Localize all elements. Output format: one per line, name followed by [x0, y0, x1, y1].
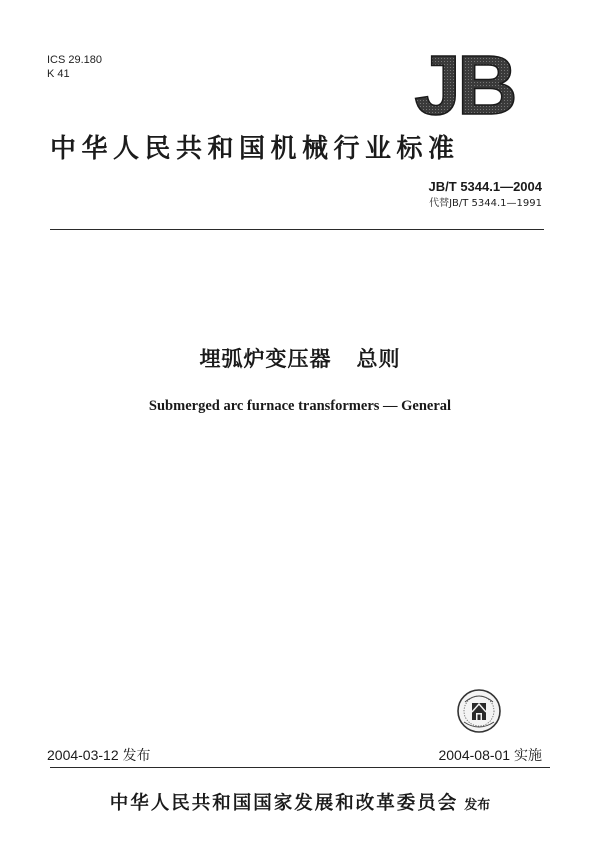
header-divider	[50, 229, 544, 230]
issue-date: 2004-03-12 发布	[47, 747, 151, 763]
ccs-code: K 41	[47, 68, 70, 80]
ics-code: ICS 29.180	[47, 54, 103, 66]
classification-codes	[47, 53, 102, 81]
footer-divider	[50, 767, 550, 768]
standard-code-block	[429, 178, 542, 212]
publisher	[0, 789, 600, 815]
document-title-chinese: 埋弧炉变压器 总则	[199, 347, 401, 371]
jb-logo	[404, 48, 524, 120]
document-title-english: Submerged arc furnace transformers — General	[148, 398, 452, 414]
standard-number: JB/T 5344.1—2004	[428, 179, 542, 194]
standards-press-seal-icon	[456, 688, 502, 734]
publisher-name: 中华人民共和国国家发展和改革委员会	[109, 793, 459, 814]
publisher-suffix: 发布	[464, 798, 491, 813]
standard-category-title: 中华人民共和国机械行业标准	[50, 134, 460, 164]
replaces-standard: 代替JB/T 5344.1—1991	[429, 198, 542, 209]
implementation-date: 2004-08-01 实施	[438, 747, 542, 763]
jb-logo-text: JB	[414, 48, 514, 120]
